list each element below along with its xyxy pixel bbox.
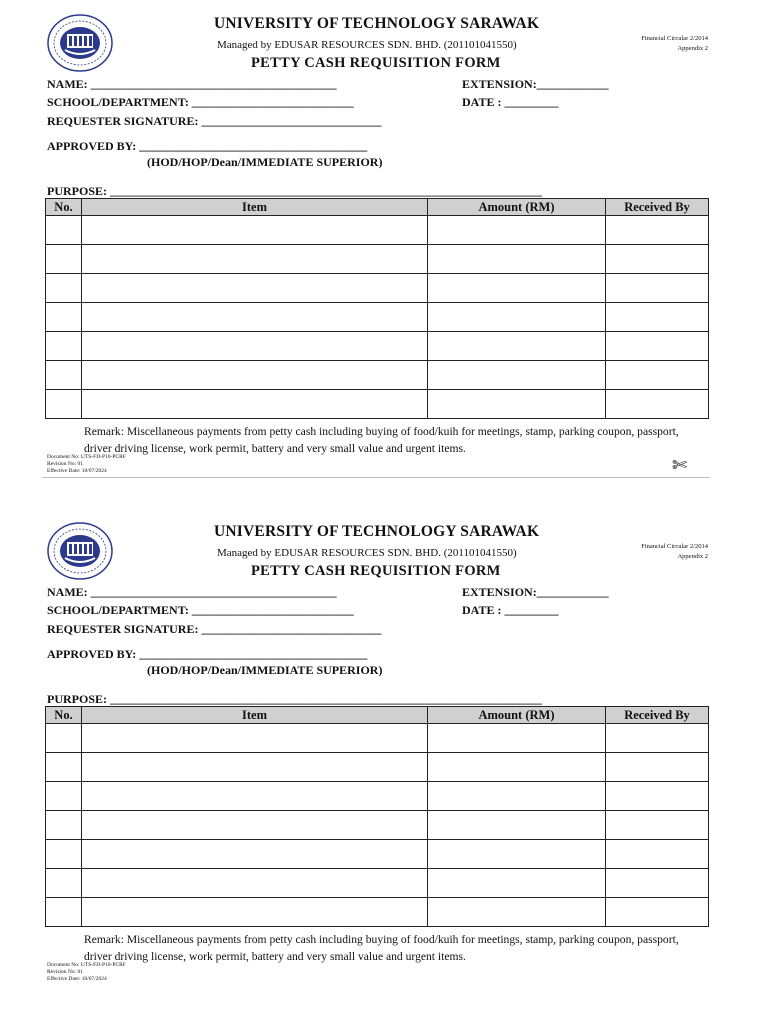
cell-no[interactable] xyxy=(46,274,82,303)
cell-received-by[interactable] xyxy=(606,332,709,361)
cell-no[interactable] xyxy=(46,390,82,419)
purpose-field[interactable]: PURPOSE: ________________________________________________________________________ xyxy=(47,184,542,198)
cell-received-by[interactable] xyxy=(606,245,709,274)
document-info xyxy=(47,454,126,475)
table-row xyxy=(46,216,709,245)
document-info xyxy=(47,962,126,983)
document-number: Document No: UTS-FD-P10-PCRF xyxy=(47,962,126,968)
remark-text: Remark: Miscellaneous payments from petty cash including buying of food/kuih for meetings, stamp, parking coupon, passport, driver driving license, work permit, battery and very small value and urgent items. xyxy=(84,933,679,963)
cell-no[interactable] xyxy=(46,753,82,782)
cell-received-by[interactable] xyxy=(606,303,709,332)
table-row xyxy=(46,840,709,869)
financial-circular: Financial Circular 2/2014 xyxy=(641,543,708,550)
cell-item[interactable] xyxy=(82,245,428,274)
cell-item[interactable] xyxy=(82,303,428,332)
approved-by-field[interactable]: APPROVED BY: ______________________________________ xyxy=(47,647,368,661)
table-row xyxy=(46,782,709,811)
extension-field[interactable]: EXTENSION:____________ xyxy=(462,77,609,91)
cell-no[interactable] xyxy=(46,724,82,753)
table-row xyxy=(46,361,709,390)
effective-date: Effective Date: 10/07/2024 xyxy=(47,976,107,982)
column-header-received-by: Received By xyxy=(606,707,709,724)
table-row xyxy=(46,869,709,898)
managed-by-text: Managed by EDUSAR RESOURCES SDN. BHD. (201101041550) xyxy=(217,39,517,51)
cell-item[interactable] xyxy=(82,274,428,303)
column-header-item: Item xyxy=(82,199,428,216)
approved-by-field[interactable]: APPROVED BY: ______________________________________ xyxy=(47,139,368,153)
cell-item[interactable] xyxy=(82,811,428,840)
university-seal-icon xyxy=(47,522,113,580)
cell-item[interactable] xyxy=(82,216,428,245)
cell-item[interactable] xyxy=(82,753,428,782)
cell-received-by[interactable] xyxy=(606,361,709,390)
column-header-amount: Amount (RM) xyxy=(428,707,606,724)
form-title: PETTY CASH REQUISITION FORM xyxy=(251,55,501,71)
cell-received-by[interactable] xyxy=(606,390,709,419)
cell-amount[interactable] xyxy=(428,782,606,811)
cell-received-by[interactable] xyxy=(606,782,709,811)
cell-no[interactable] xyxy=(46,840,82,869)
cell-item[interactable] xyxy=(82,869,428,898)
table-row xyxy=(46,811,709,840)
cell-no[interactable] xyxy=(46,245,82,274)
circular-reference xyxy=(628,542,708,562)
petty-cash-form-bottom xyxy=(0,508,770,1008)
table-body xyxy=(46,216,709,419)
form-title: PETTY CASH REQUISITION FORM xyxy=(251,563,501,579)
column-header-received-by: Received By xyxy=(606,199,709,216)
cell-amount[interactable] xyxy=(428,245,606,274)
cell-amount[interactable] xyxy=(428,361,606,390)
items-table xyxy=(45,706,709,927)
cell-amount[interactable] xyxy=(428,390,606,419)
cell-received-by[interactable] xyxy=(606,898,709,927)
document-number: Document No: UTS-FD-P10-PCRF xyxy=(47,454,126,460)
cell-item[interactable] xyxy=(82,390,428,419)
cell-received-by[interactable] xyxy=(606,869,709,898)
superior-note: (HOD/HOP/Dean/IMMEDIATE SUPERIOR) xyxy=(147,663,383,677)
school-department-field[interactable]: SCHOOL/DEPARTMENT: ___________________________ xyxy=(47,603,354,617)
cell-received-by[interactable] xyxy=(606,811,709,840)
cell-item[interactable] xyxy=(82,724,428,753)
cell-item[interactable] xyxy=(82,361,428,390)
revision-number: Revision No: 01 xyxy=(47,969,84,975)
cell-amount[interactable] xyxy=(428,840,606,869)
scissors-icon: ✄ xyxy=(672,455,688,475)
column-header-item: Item xyxy=(82,707,428,724)
cell-amount[interactable] xyxy=(428,898,606,927)
cell-item[interactable] xyxy=(82,782,428,811)
cell-amount[interactable] xyxy=(428,869,606,898)
cell-item[interactable] xyxy=(82,332,428,361)
cell-received-by[interactable] xyxy=(606,840,709,869)
cell-amount[interactable] xyxy=(428,274,606,303)
circular-reference xyxy=(628,34,708,54)
date-field[interactable]: DATE : _________ xyxy=(462,95,559,109)
cell-no[interactable] xyxy=(46,782,82,811)
effective-date: Effective Date: 10/07/2024 xyxy=(47,468,107,474)
cell-item[interactable] xyxy=(82,840,428,869)
cell-no[interactable] xyxy=(46,303,82,332)
cell-amount[interactable] xyxy=(428,753,606,782)
table-header-row xyxy=(46,707,709,724)
cell-received-by[interactable] xyxy=(606,216,709,245)
cell-no[interactable] xyxy=(46,332,82,361)
purpose-field[interactable]: PURPOSE: ________________________________________________________________________ xyxy=(47,692,542,706)
table-row xyxy=(46,303,709,332)
table-row xyxy=(46,274,709,303)
cell-amount[interactable] xyxy=(428,724,606,753)
name-field[interactable]: NAME: _________________________________________ xyxy=(47,585,337,599)
table-body xyxy=(46,724,709,927)
cell-amount[interactable] xyxy=(428,303,606,332)
column-header-amount: Amount (RM) xyxy=(428,199,606,216)
university-name: UNIVERSITY OF TECHNOLOGY SARAWAK xyxy=(214,523,540,540)
petty-cash-form-top xyxy=(0,0,770,500)
table-row xyxy=(46,898,709,927)
appendix-label: Appendix 2 xyxy=(677,45,708,52)
cell-no[interactable] xyxy=(46,811,82,840)
remark-text: Remark: Miscellaneous payments from petty cash including buying of food/kuih for meetings, stamp, parking coupon, passport, driver driving license, work permit, battery and very small value and urgent items. xyxy=(84,425,679,455)
table-row xyxy=(46,390,709,419)
revision-number: Revision No: 01 xyxy=(47,461,84,467)
extension-field[interactable]: EXTENSION:____________ xyxy=(462,585,609,599)
appendix-label: Appendix 2 xyxy=(677,553,708,560)
table-row xyxy=(46,724,709,753)
date-field[interactable]: DATE : _________ xyxy=(462,603,559,617)
cell-item[interactable] xyxy=(82,898,428,927)
name-field[interactable]: NAME: _________________________________________ xyxy=(47,77,337,91)
school-department-field[interactable]: SCHOOL/DEPARTMENT: ___________________________ xyxy=(47,95,354,109)
cell-received-by[interactable] xyxy=(606,724,709,753)
managed-by-text: Managed by EDUSAR RESOURCES SDN. BHD. (201101041550) xyxy=(217,547,517,559)
column-header-no: No. xyxy=(46,199,82,216)
items-table xyxy=(45,198,709,419)
cell-no[interactable] xyxy=(46,869,82,898)
requester-signature-field[interactable]: REQUESTER SIGNATURE: ______________________________ xyxy=(47,114,382,128)
financial-circular: Financial Circular 2/2014 xyxy=(641,35,708,42)
table-row xyxy=(46,332,709,361)
column-header-no: No. xyxy=(46,707,82,724)
cut-line xyxy=(42,477,710,478)
cell-amount[interactable] xyxy=(428,216,606,245)
cell-amount[interactable] xyxy=(428,332,606,361)
cell-no[interactable] xyxy=(46,361,82,390)
cell-no[interactable] xyxy=(46,898,82,927)
cell-no[interactable] xyxy=(46,216,82,245)
cell-received-by[interactable] xyxy=(606,753,709,782)
cell-amount[interactable] xyxy=(428,811,606,840)
university-name: UNIVERSITY OF TECHNOLOGY SARAWAK xyxy=(214,15,540,32)
requester-signature-field[interactable]: REQUESTER SIGNATURE: ______________________________ xyxy=(47,622,382,636)
cell-received-by[interactable] xyxy=(606,274,709,303)
university-seal-icon xyxy=(47,14,113,72)
superior-note: (HOD/HOP/Dean/IMMEDIATE SUPERIOR) xyxy=(147,155,383,169)
table-row xyxy=(46,245,709,274)
table-header-row xyxy=(46,199,709,216)
table-row xyxy=(46,753,709,782)
